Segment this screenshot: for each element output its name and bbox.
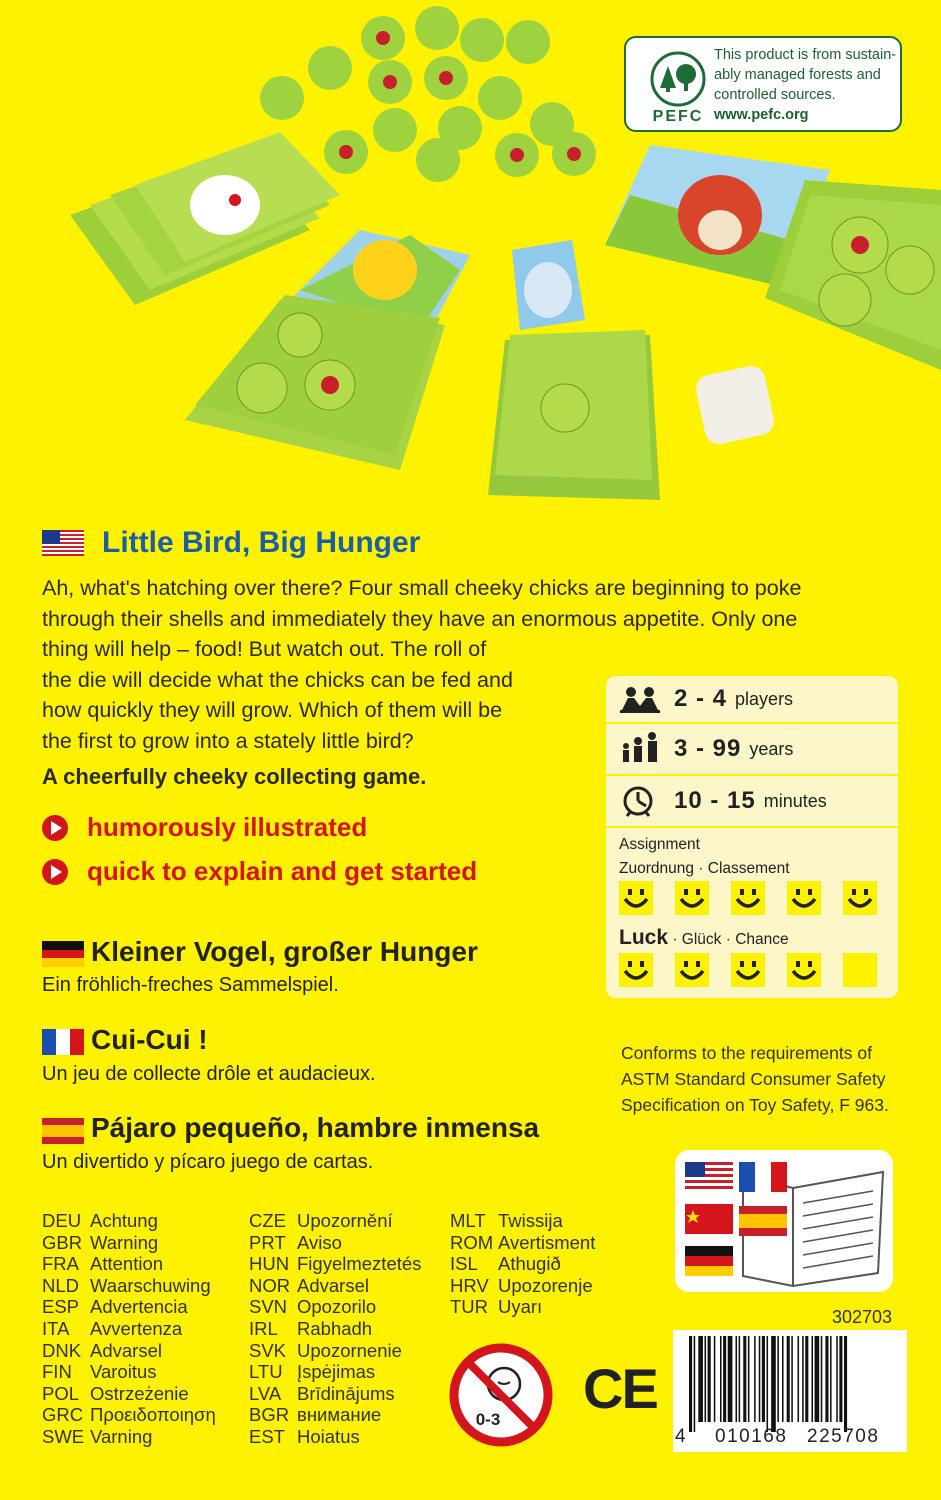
warning-row — [249, 1275, 421, 1297]
french-title: Cui-Cui ! — [91, 1024, 208, 1055]
blue-chick-card-stack — [488, 240, 660, 500]
age-warning-text: 0-3 — [475, 1410, 501, 1429]
warning-word: Aviso — [297, 1231, 342, 1253]
country-code: NOR — [249, 1274, 291, 1296]
game-info-box — [606, 676, 898, 998]
astm-compliance-text — [621, 1040, 921, 1118]
warning-row — [249, 1232, 421, 1254]
country-code: SVN — [249, 1296, 288, 1318]
pefc-url: www.pefc.org — [714, 107, 809, 123]
bullet-text: quick to explain and get started — [87, 856, 478, 886]
play-arrow-icon — [42, 859, 68, 885]
feature-bullet — [42, 856, 477, 887]
pefc-text — [714, 45, 898, 125]
country-code: MLT — [450, 1210, 486, 1231]
france-flag-icon — [42, 1029, 84, 1055]
warning-word: внимание — [297, 1404, 382, 1426]
luck-label: Luck — [619, 926, 669, 949]
spain-flag-icon — [739, 1206, 787, 1236]
warning-word: Varoitus — [90, 1361, 157, 1383]
product-number: 302703 — [832, 1307, 893, 1327]
description-line: thing will help – food! But watch out. The roll of — [42, 637, 487, 661]
pefc-badge — [624, 36, 902, 132]
warning-word: Varning — [90, 1425, 153, 1447]
warning-word: Uyarı — [498, 1296, 543, 1318]
feature-bullet — [42, 812, 367, 843]
country-code: BGR — [249, 1404, 290, 1426]
country-code: ITA — [42, 1317, 70, 1339]
warning-word: Προειδοποιηση — [90, 1404, 216, 1426]
warning-word: Achtung — [90, 1210, 158, 1231]
warning-word: Advertencia — [90, 1296, 188, 1318]
country-code: POL — [42, 1382, 80, 1404]
age-warning-icon — [448, 1342, 554, 1448]
spanish-subtitle: Un divertido y pícaro juego de cartas. — [42, 1151, 374, 1173]
food-card-stack — [185, 295, 445, 470]
warning-word: Figyelmeztetés — [297, 1253, 422, 1275]
warning-row — [249, 1340, 421, 1362]
pefc-logo-icon — [638, 46, 718, 126]
warning-row — [249, 1253, 421, 1275]
warning-column-1 — [42, 1210, 216, 1448]
country-code: ROM — [450, 1231, 494, 1253]
barcode-right-digits: 225708 — [807, 1426, 880, 1447]
warning-word: Attention — [90, 1253, 164, 1275]
age-unit: years — [749, 738, 794, 759]
country-code: DNK — [42, 1339, 82, 1361]
smiley-icon — [619, 881, 653, 915]
english-tagline: A cheerfully cheeky collecting game. — [42, 764, 427, 789]
egg-card-stack — [70, 132, 340, 305]
barcode-left-digits: 010168 — [715, 1426, 788, 1447]
warning-word: Įspėjimas — [297, 1361, 376, 1383]
description-line: the die will decide what the chicks can be fed and — [42, 667, 513, 692]
barcode — [673, 1330, 907, 1452]
warning-row — [42, 1318, 216, 1340]
country-code: GBR — [42, 1231, 83, 1253]
assignment-sublabel: Zuordnung · Classement — [619, 860, 790, 877]
red-bird-card-strip — [605, 145, 941, 370]
country-code: HRV — [450, 1274, 489, 1296]
luck-label-row — [619, 926, 789, 950]
country-code: LVA — [249, 1382, 282, 1404]
warning-row — [450, 1296, 595, 1318]
germany-flag-icon — [685, 1246, 733, 1276]
country-code: ISL — [450, 1253, 478, 1275]
country-code: HUN — [249, 1253, 290, 1275]
description-line: Ah, what's hatching over there? Four small cheeky chicks are beginning to poke — [42, 576, 802, 600]
players-icon — [618, 682, 662, 716]
country-code: FIN — [42, 1361, 72, 1383]
france-flag-icon — [739, 1162, 787, 1192]
warning-word: Upozornění — [297, 1210, 393, 1231]
country-code: SWE — [42, 1425, 85, 1447]
germany-flag-icon — [42, 941, 84, 967]
warning-row — [42, 1404, 216, 1426]
smiley-icon — [843, 881, 877, 915]
warning-row — [42, 1426, 216, 1448]
pefc-line: ably managed forests and — [714, 67, 881, 83]
smiley-icon — [731, 881, 765, 915]
warning-word: Upozorenje — [498, 1274, 593, 1296]
age-row — [606, 724, 898, 776]
warning-row — [450, 1275, 595, 1297]
warning-row — [249, 1426, 421, 1448]
smiley-icon — [731, 953, 765, 987]
play-arrow-icon — [42, 815, 68, 841]
age-range: 3 - 99 — [674, 735, 742, 762]
astm-line: Specification on Toy Safety, F 963. — [621, 1095, 889, 1115]
warning-word: Advarsel — [297, 1274, 369, 1296]
warning-word: Upozornenie — [297, 1339, 402, 1361]
warning-row — [42, 1340, 216, 1362]
smiley-icon — [675, 881, 709, 915]
warning-word: Waarschuwing — [90, 1274, 211, 1296]
country-code: IRL — [249, 1317, 278, 1339]
bullet-text: humorously illustrated — [87, 812, 368, 842]
warning-row — [42, 1275, 216, 1297]
players-row — [606, 676, 898, 724]
time-range: 10 - 15 — [674, 787, 756, 814]
country-code: SVK — [249, 1339, 287, 1361]
country-code: NLD — [42, 1274, 80, 1296]
pefc-line: This product is from sustain- — [714, 47, 897, 63]
warning-row — [249, 1383, 421, 1405]
assignment-label: Assignment — [619, 836, 700, 853]
warning-word: Brīdinājums — [297, 1382, 395, 1404]
english-title: Little Bird, Big Hunger — [102, 526, 421, 559]
time-unit: minutes — [763, 790, 827, 811]
country-code: EST — [249, 1425, 285, 1447]
warning-word: Avvertenza — [90, 1317, 183, 1339]
warning-column-3 — [450, 1210, 595, 1318]
warning-row — [249, 1210, 421, 1232]
multilingual-rules-icon — [673, 1148, 895, 1294]
pefc-line: controlled sources. — [714, 87, 836, 103]
country-code: TUR — [450, 1296, 489, 1318]
warning-row — [249, 1404, 421, 1426]
german-subtitle: Ein fröhlich-freches Sammelspiel. — [42, 974, 339, 996]
players-unit: players — [735, 688, 794, 709]
french-subtitle: Un jeu de collecte drôle et audacieux. — [42, 1063, 376, 1085]
astm-line: Conforms to the requirements of — [621, 1043, 872, 1063]
barcode-first-digit: 4 — [675, 1426, 687, 1447]
warning-row — [450, 1232, 595, 1254]
warning-row — [42, 1296, 216, 1318]
spanish-title: Pájaro pequeño, hambre inmensa — [91, 1112, 540, 1143]
country-code: DEU — [42, 1210, 82, 1231]
svg-text:PEFC: PEFC — [652, 108, 704, 125]
warning-row — [42, 1253, 216, 1275]
smiley-icon — [619, 953, 653, 987]
country-code: LTU — [249, 1361, 283, 1383]
warning-row — [42, 1232, 216, 1254]
luck-sublabel: · Glück · Chance — [672, 931, 789, 948]
country-code: FRA — [42, 1253, 79, 1275]
warning-row — [450, 1253, 595, 1275]
country-code: GRC — [42, 1404, 84, 1426]
warning-row — [249, 1296, 421, 1318]
warning-word: Twissija — [498, 1210, 563, 1231]
country-code: PRT — [249, 1231, 286, 1253]
warning-row — [249, 1318, 421, 1340]
description-line: how quickly they will grow. Which of them will be — [42, 698, 503, 722]
smiley-icon — [787, 881, 821, 915]
warning-word: Avertisment — [498, 1231, 596, 1253]
german-title: Kleiner Vogel, großer Hunger — [91, 936, 478, 967]
warning-row — [42, 1383, 216, 1405]
warning-word: Rabhadh — [297, 1317, 373, 1339]
warning-word: Hoiatus — [297, 1425, 360, 1447]
country-code: CZE — [249, 1210, 286, 1231]
spain-flag-icon — [42, 1118, 84, 1144]
warning-word: Ostrzeżenie — [90, 1382, 189, 1404]
warning-row — [249, 1361, 421, 1383]
warning-word: Advarsel — [90, 1339, 162, 1361]
astm-line: ASTM Standard Consumer Safety — [621, 1069, 886, 1089]
smiley-icon — [675, 953, 709, 987]
smiley-icon — [787, 953, 821, 987]
time-row — [606, 776, 898, 828]
country-code: ESP — [42, 1296, 80, 1318]
food-tokens — [260, 6, 596, 182]
warning-word: Athugið — [498, 1253, 561, 1275]
china-flag-icon — [685, 1204, 733, 1234]
die — [693, 363, 776, 446]
description-line: through their shells and immediately they have an enormous appetite. Only one — [42, 606, 798, 631]
warning-row — [450, 1210, 595, 1232]
us-flag-icon — [42, 530, 84, 556]
us-flag-icon — [685, 1162, 733, 1192]
empty-rating-box — [843, 953, 877, 987]
clock-icon — [618, 784, 662, 818]
warning-row — [42, 1361, 216, 1383]
warning-word: Warning — [90, 1231, 159, 1253]
ce-mark: CE — [583, 1357, 657, 1420]
warning-column-2 — [249, 1210, 421, 1448]
warning-row — [42, 1210, 216, 1232]
players-count: 2 - 4 — [674, 685, 728, 712]
warning-word: Opozorilo — [297, 1296, 377, 1318]
age-icon — [618, 732, 662, 766]
description-line: the first to grow into a stately little bird? — [42, 728, 414, 753]
